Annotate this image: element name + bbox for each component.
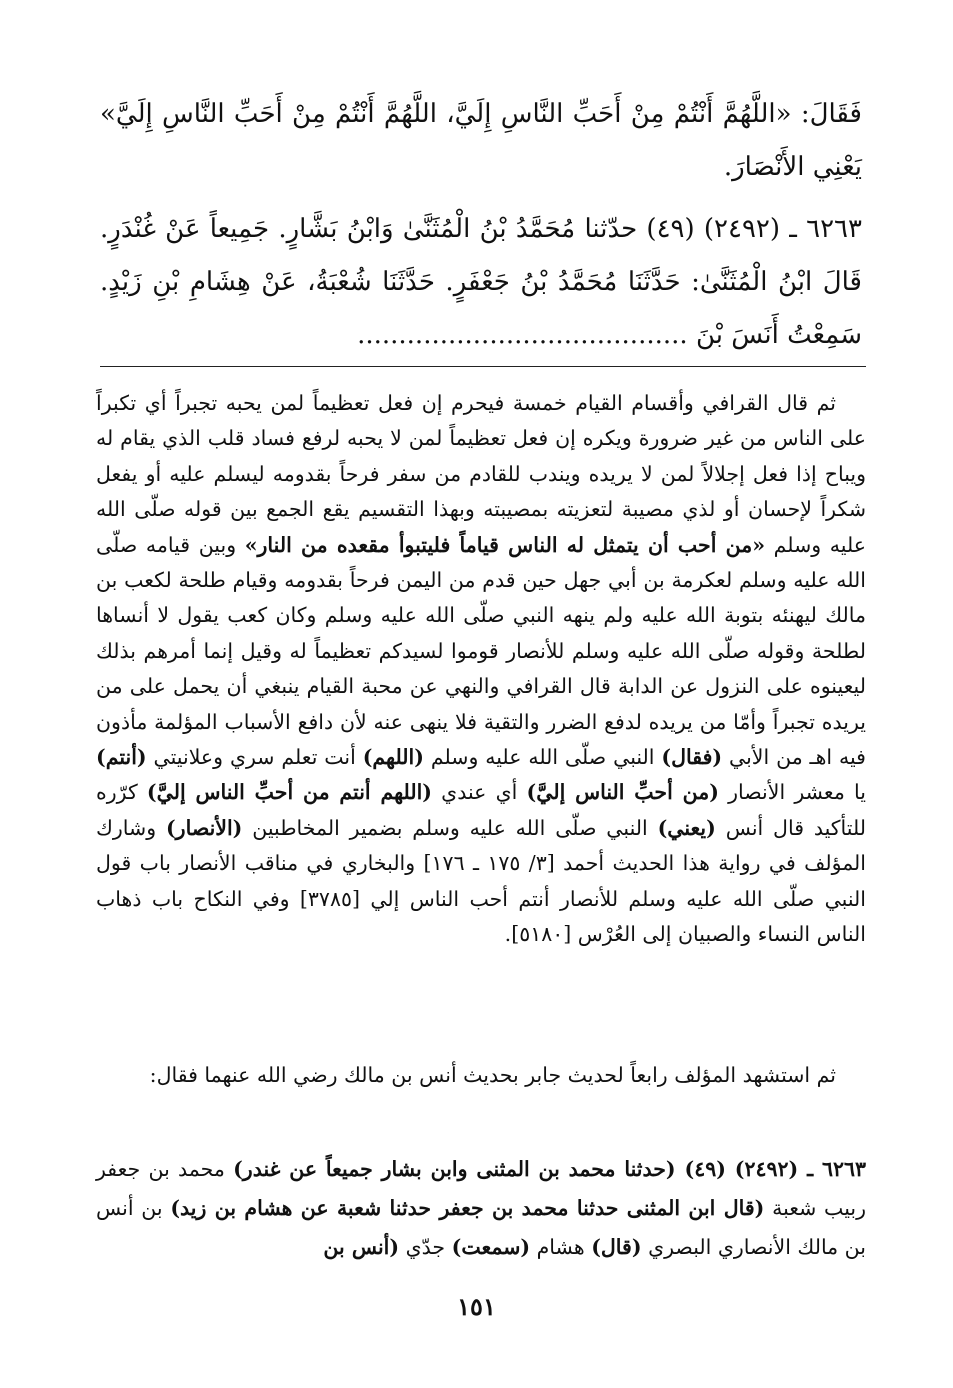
matn-term: (سمعت) (451, 1235, 531, 1259)
continuation-dots: ........................................ (357, 320, 688, 350)
commentary-isnad-paragraph (96, 1150, 866, 1267)
matn-term: (فقال) (661, 745, 723, 770)
commentary-quote: «من أحب أن يتمثل له الناس قياماً فليتبوأ مقعده من النار» (244, 532, 766, 557)
commentary-text: هشام (536, 1235, 585, 1259)
commentary-text: النبي صلّى الله عليه وسلم بضمير المخاطبين (252, 815, 648, 840)
matn-term: (يعني) (657, 815, 716, 840)
matn-term: (اللهم أنتم من أحبِّ الناس إليَّ) (146, 780, 432, 805)
hadith-isnad: ٦٢٦٣ ـ (٢٤٩٢) (٤٩) حدّثنا مُحَمَّدُ بْنُ الْمُثَنَّىٰ وَابْنُ بَشَّارٍ. جَمِيعاً عَنْ غُنْدَرٍ. قَالَ ابْنُ الْمُثَنَّىٰ: حَدَّثَنَا مُحَمَّدُ بْنُ جَعْفَرٍ. حَدَّثَنَا شُعْبَةُ، عَنْ هِشَامِ بْنِ زَيْدٍ. سَمِعْتُ أَنَسَ بْنَ (100, 214, 862, 350)
commentary-text: بن أنس بن مالك الأنصاري البصري (96, 1196, 866, 1259)
commentary-paragraph (96, 386, 866, 953)
commentary-text: وبين قيامه صلّى الله عليه وسلم لعكرمة بن أبي جهل حين قدم من اليمن فرحاً بقدومه وقيام طلحة لكعب بن مالك ليهنئه بتوبة الله عليه ولم ينهه النبي صلّى الله عليه وسلم وكان كعب يقول لا أنساها لطلحة وقوله صلّى الله عليه وسلم للأنصار قوموا لسيدكم تعظيماً له وقيل إنما أمرهم بذلك ليعينوه على النزول عن الدابة قال القرافي والنهي عن محبة القيام ينبغي أن يحمل على من يريده تجبراً وأمّا من يريده لدفع الضرر والتقية فلا ينهى عنه لأن دافع الأسباب المؤلمة مأذون فيه اهـ من الأبي (96, 532, 866, 770)
commentary-text: النبي صلّى الله عليه وسلم (430, 745, 655, 770)
hadith-text: فَقَالَ: «اللَّهُمَّ أَنْتُمْ مِنْ أَحَبِّ النَّاسِ إِلَيَّ، اللَّهُمَّ أَنْتُمْ مِنْ أَحَبِّ النَّاسِ إِلَيَّ» يَعْنِي الأَنْصَارَ. (100, 99, 862, 182)
matn-term: ٦٢٦٣ ـ (٢٤٩٢) (٤٩) (حدثنا محمد بن المثنى وابن بشار جميعاً عن غندر) (233, 1157, 866, 1181)
matn-term: (قال) (591, 1235, 642, 1259)
hadith-isnad-paragraph (100, 203, 862, 362)
commentary-text: وشارك المؤلف في رواية هذا الحديث أحمد [٣/ ١٧٥ ـ ١٧٦] والبخاري في مناقب الأنصار باب قول النبي صلّى الله عليه وسلم للأنصار أنتم أحب الناس إلي [٣٧٨٥] وفي النكاح باب ذهاب الناس النساء والصبيان إلى العُرْس [٥١٨٠]. (96, 815, 866, 947)
commentary-text: ثم قال القرافي وأقسام القيام خمسة فيحرم إن فعل تعظيماً لمن يحبه تجبراً أي تكبراً على الناس من غير ضرورة ويكره إن فعل تعظيماً لمن لا يحبه لرفع فساد قلب الذي يقام له ويباح إذا فعل إجلالاً لمن لا يريده ويندب للقادم من سفر فرحاً بقدومه ليسلم عليه أو يفعل شكراً لإحسان أو لذي مصيبة لتعزيته بمصيبته وبهذا التقسيم يقع الجمع بين قوله صلّى الله عليه وسلم (96, 391, 866, 557)
commentary-text: أي عندي (441, 780, 518, 805)
commentary-text: جدّي (405, 1235, 446, 1259)
matn-term: (اللهم) (362, 745, 424, 770)
matn-term: (الأنصار) (165, 815, 243, 840)
separator-rule (100, 366, 866, 367)
matn-term: (قال ابن المثنى حدثنا محمد بن جعفر حدثنا شعبة عن هشام بن زيد) (170, 1196, 765, 1220)
commentary-text: كرّره للتأكيد قال أنس (96, 780, 866, 840)
matn-term: (أنس بن (323, 1235, 400, 1259)
commentary-text: ثم استشهد المؤلف رابعاً لحديث جابر بحديث أنس بن مالك رضي الله عنهما فقال: (149, 1063, 836, 1087)
commentary-text: يا معشر الأنصار (728, 780, 866, 805)
commentary-transition (96, 1058, 866, 1093)
commentary-text: أنت تعلم سري وعلانيتي (153, 745, 356, 770)
hadith-text-paragraph (100, 88, 862, 194)
page-number: ١٥١ (457, 1292, 496, 1321)
matn-term: (من أحبِّ الناس إليَّ) (526, 780, 719, 805)
commentary-text: محمد بن جعفر ربيب شعبة (96, 1157, 866, 1220)
matn-term: (أنتم) (96, 745, 147, 770)
